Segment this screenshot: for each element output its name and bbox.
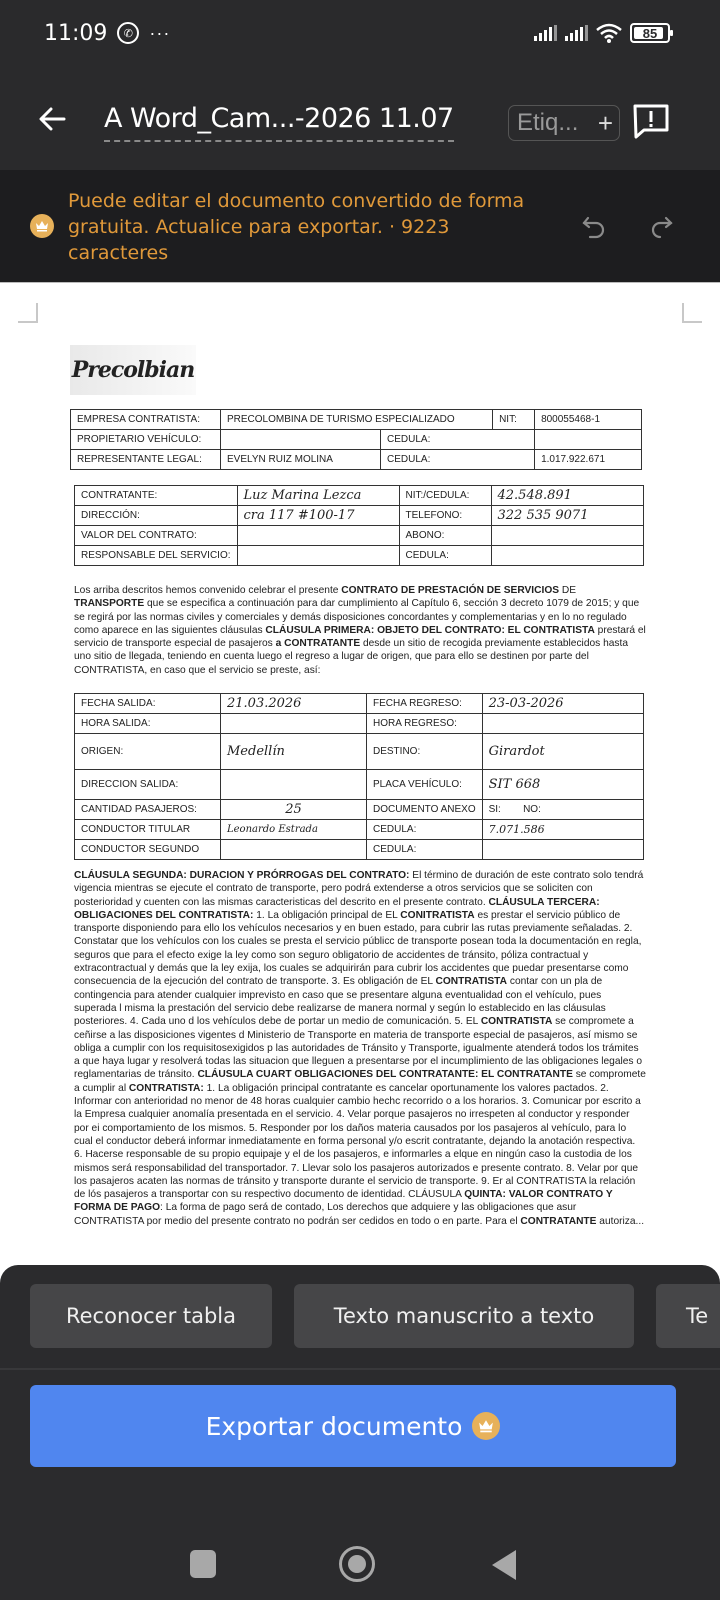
handwritten-cell[interactable]: 42.548.891 [491,486,644,506]
table-cell: HORA SALIDA: [75,714,221,734]
bottom-sheet [0,1265,720,1600]
table-cell[interactable] [221,714,367,734]
bold-run: a CONTRATANTE [275,638,361,650]
text-run: que se especifica a continuación para dar cumplimiento al Capítulo 6, sección 3 decreto 1079 de 2015; y que se regirá por las normas civiles y comerciales y demás disposiciones concordantes y complementarias y en lo no regulado como aparece en las siguientes cláusulas [74,598,640,636]
table-row [75,506,644,526]
back-arrow-icon[interactable] [36,103,72,139]
table-cell: CONDUCTOR TITULAR [75,820,221,840]
table-cell: RESPONSABLE DEL SERVICIO: [75,546,238,566]
table-cell: CEDULA: [381,450,535,470]
table-cell[interactable] [482,840,643,860]
whatsapp-icon: ✆ [117,22,139,44]
more-tool-button[interactable]: Te [656,1284,720,1348]
text-run: 1. La obligación principal contratante es cancelar oportunamente los valores pactados. 2. Informar con anterioridad no menor de 48 horas cualquier cambio hechc recorrido o a los horarios. 3. Comunicar por escrito a la Empresa cualquier anomalía presentada en el servicio. 4. Velar porque pasajeros no irrespeten al conductor y responder por ei comportamiento de los mismos. 5. Responder por los daños materia causados por los pasajeros al vehículo, para lo cual el conductor deberá informar inmediatamente en forma personal y/o escrit contratante, dejando la anotación respectiva. 6. Hacerse responsable de su propio equipaje y el de los pasajeros, e informarles a elque en ningún caso la custodia de los mismos será responsabilidad del transportador. 7. Llevar solo los pasajeros autorizados e presente contrato. 8. Velar por que los pasajeros acaten las normas de tránsito y transporte durante el servicio de transporte. 9. Er al CONTRATISTA la relación de lós pasajeros a transportar con su respectivo documento de identidad. CLÁUSULA [74,1082,641,1201]
table-row [75,800,644,820]
table-cell: CONTRATANTE: [75,486,238,506]
table-cell[interactable]: 800055468-1 [535,410,642,430]
handwritten-cell[interactable]: 322 535 9071 [491,506,644,526]
bold-run: CONTRATISTA: [128,1082,204,1094]
table-cell: NIT: [493,410,535,430]
divider [0,1368,720,1370]
more-notifications-icon: ··· [149,22,171,43]
table-row [75,694,644,714]
export-document-button[interactable] [30,1385,676,1467]
bold-run: CLÁUSULA PRIMERA: OBJETO DEL CONTRATO: EL CONTRATISTA [265,624,595,636]
app-bar [0,95,720,155]
system-nav-bar [0,1535,720,1595]
table-row [75,546,644,566]
battery-level: 85 [642,25,658,41]
notice-text: Puede editar el documento convertido de forma gratuita. Actualice para exportar. · 9223 caracteres [68,190,525,264]
table-cell[interactable]: SI: NO: [482,800,643,820]
text-run: se compromete a ceñirse a las disposiciones vigentes d Ministerio de Transporte en materia de transporte especial de pasajeros, así mismo se obliga a cumplir con los requisitosexigidos p las autoridades de Tránsito y Transporte, igualmente atenderá todos los trámites a que haya lugar y resolverá todas las situacion que lleguen a presentarse por el incumplimiento de las obligaciones legales o reglamentarias de tránsito. [74,1016,643,1081]
text-run: se compromete a cumplir al [74,1069,646,1094]
handwritten-cell[interactable]: Medellín [221,734,367,770]
table-row [75,820,644,840]
table-cell[interactable] [221,430,381,450]
text-run: 1. La obligación principal de EL [253,909,401,921]
handwritten-cell[interactable]: SIT 668 [482,770,643,800]
text-run: Los arriba descritos hemos convenido celebrar el presente [74,585,342,596]
table-cell: PROPIETARIO VEHÍCULO: [71,430,221,450]
contractor-table [74,485,644,566]
text-run: desde un sitio de recogida previamente establecidos hasta uno sitio de llegada, teniendo en cuenta luego el regreso a lugar de origen, que para ello se destinen por parte del CONTRATISTA, en caso que el servicio se preste, así: [74,638,628,676]
handwritten-cell[interactable]: 25 [221,800,367,820]
table-cell: REPRESENTANTE LEGAL: [71,450,221,470]
crown-icon [472,1412,500,1440]
table-cell: FECHA REGRESO: [367,694,483,714]
bold-run: CONTRATISTA [435,976,508,988]
page-corner-mark [18,303,38,323]
recent-apps-icon[interactable] [190,1550,216,1578]
bold-run: CONTRATO DE PRESTACIÓN DE SERVICIOS [341,585,560,596]
document-title[interactable]: A Word_Cam...-2026 11.07 [104,103,454,142]
table-cell: DIRECCIÓN: [75,506,238,526]
text-run: autoriza... [596,1215,645,1227]
signal-icon-2 [565,25,588,41]
bold-run: TRANSPORTE [74,598,145,610]
table-row [75,486,644,506]
home-icon[interactable] [339,1546,375,1582]
table-cell[interactable]: EVELYN RUIZ MOLINA [221,450,381,470]
table-cell: DESTINO: [367,734,483,770]
table-cell: CEDULA: [399,546,491,566]
table-cell: NIT:/CEDULA: [399,486,491,506]
table-row [75,770,644,800]
table-cell[interactable] [491,526,644,546]
handwritten-cell[interactable]: Luz Marina Lezca [237,486,399,506]
company-info-table [70,409,642,470]
table-cell[interactable]: PRECOLOMBINA DE TURISMO ESPECIALIZADO [221,410,493,430]
bold-run: CLÁUSULA CUART OBLIGACIONES DEL CONTRATANTE: EL CONTRATANTE [197,1069,573,1081]
table-cell: EMPRESA CONTRATISTA: [71,410,221,430]
table-cell: ORIGEN: [75,734,221,770]
bold-run: QUINTA: VALOR CONTRATO Y FORMA DE PAGO [74,1189,613,1214]
document-page[interactable] [0,282,720,1282]
table-cell: CANTIDAD PASAJEROS: [75,800,221,820]
table-cell[interactable] [237,526,399,546]
handwritten-cell[interactable]: Girardot [482,734,643,770]
battery-icon [630,23,670,43]
handwritten-cell[interactable]: 23-03-2026 [482,694,643,714]
table-row [71,410,642,430]
table-cell[interactable] [221,770,367,800]
trip-details-table [74,693,644,860]
handwritten-cell[interactable]: Leonardo Estrada [221,820,367,840]
table-row [75,526,644,546]
table-cell: PLACA VEHÍCULO: [367,770,483,800]
upgrade-notice [0,170,720,282]
add-tag-button[interactable] [508,105,620,141]
feedback-report-icon[interactable] [632,103,670,141]
table-cell[interactable] [482,714,643,734]
table-cell: TELEFONO: [399,506,491,526]
tool-chips [30,1284,720,1348]
handwritten-cell[interactable]: 21.03.2026 [221,694,367,714]
table-row [75,734,644,770]
export-label: Exportar documento [205,1411,463,1441]
text-run: El término de duración de este contrato solo tendrá vigencia mientras se ejecute el contrato de transporte, pero podrá extenderse a otros servicios que se soliciten con posterioridad y cuenten con las mismas caracteristicas del descrito en el presente contrato. [74,870,644,908]
text-run: contar con un pla de contingencia para atender cualquier imprevisto en caso que se presentare alguna eventualidad con el vehículo, pues superada l misma la prestación del servicio debe realizarse de manera normal y según lo establecido en las cláusulas posteriores. 4. Cada uno d los vehículos debe de portar un medio de comunicación. 5. EL [74,976,606,1028]
bold-run: CONTRATANTE [520,1215,597,1227]
table-cell: DIRECCION SALIDA: [75,770,221,800]
bold-run: CLÁUSULA TERCERA: OBLIGACIONES DEL CONTRATISTA: [74,896,600,921]
bold-run: CLÁUSULA SEGUNDA: DURACION Y PRÓRROGAS DEL CONTRATO: [74,870,410,881]
tag-label: Etiq... [517,109,579,136]
bold-run: CONTRATISTA [480,1016,553,1028]
text-run: : La forma de pago será de contado, Los derechos que adquiere y las obligaciones que asur CONTRATISTA por medio del presente contrato no podrán ser cedidos en todo o en parte. Para el [74,1202,577,1227]
table-cell: FECHA SALIDA: [75,694,221,714]
signal-icon [534,25,557,41]
table-cell: HORA REGRESO: [367,714,483,734]
company-logo: Precolbian [70,345,196,395]
crown-icon [30,214,54,238]
table-cell: CEDULA: [367,840,483,860]
table-cell[interactable]: 1.017.922.671 [535,450,642,470]
handwritten-cell[interactable]: 7.071.586 [482,820,643,840]
table-cell: VALOR DEL CONTRATO: [75,526,238,546]
table-row [75,840,644,860]
table-cell[interactable] [491,546,644,566]
table-cell[interactable] [237,546,399,566]
page-corner-mark [682,303,702,323]
table-row [71,450,642,470]
table-row [75,714,644,734]
text-run: es prestar el servicio público de transporte disponiendo para ello los vehículos necesarios y en buen estado, para cubrir las rutas previamente señaladas. 2. Constatar que los vehículos con los cuales se presta el servicio públicc de transporte posean toda la documentación en regla, seguros que para el efecto exige la ley como son seguro obligatorio de accidentes de tránsito, póliza contractual y extracontractual y demás que la ley exija, los cuales se adquirirán para cubrir los accidentes que puedar presentarse como consecuencia de la ejecución del contrato de transporte. 3. Es obligación de EL [74,909,642,988]
undo-icon[interactable] [580,212,610,242]
text-run: prestará el servicio de transporte especial de pasajeros [74,624,646,650]
handwriting-to-text-button[interactable]: Texto manuscrito a texto [294,1284,634,1348]
table-cell: CEDULA: [381,430,535,450]
clauses-paragraph[interactable] [74,869,646,1228]
text-run: DE [559,585,577,596]
plus-icon: + [597,107,613,138]
table-cell: DOCUMENTO ANEXO [367,800,483,820]
table-row [71,430,642,450]
status-bar [44,16,670,50]
recognize-table-button[interactable]: Reconocer tabla [30,1284,272,1348]
bold-run: CONITRATISTA [400,909,475,921]
top-bar [0,0,720,170]
table-cell[interactable] [535,430,642,450]
redo-icon[interactable] [646,212,676,242]
table-cell: ABONO: [399,526,491,546]
table-cell[interactable] [221,840,367,860]
handwritten-cell[interactable]: cra 117 #100-17 [237,506,399,526]
status-time: 11:09 [44,20,108,46]
contract-intro-paragraph[interactable] [74,584,646,677]
wifi-icon [596,23,622,43]
nav-back-icon[interactable] [492,1550,516,1580]
table-cell: CEDULA: [367,820,483,840]
table-cell: CONDUCTOR SEGUNDO [75,840,221,860]
